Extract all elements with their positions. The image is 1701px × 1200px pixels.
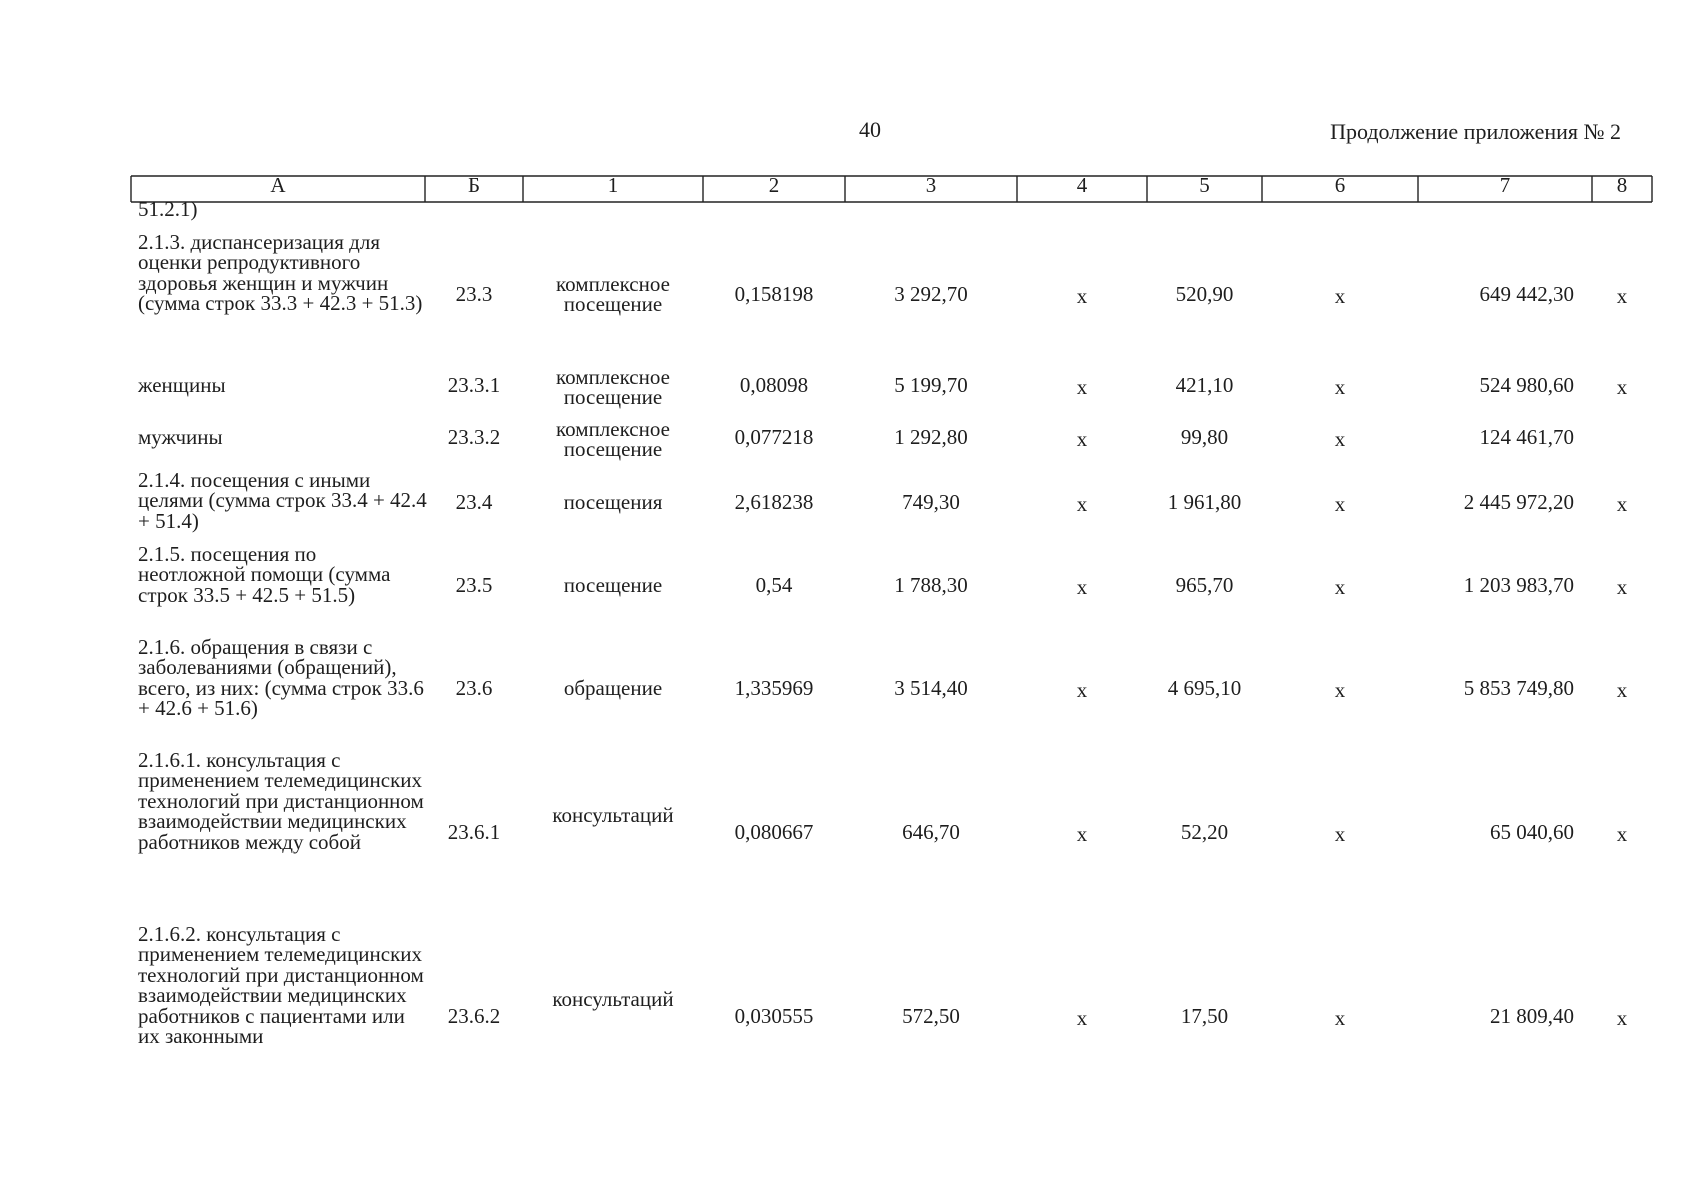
row-value-2: 0,080667 bbox=[734, 820, 814, 844]
row-value-5: 520,90 bbox=[1175, 282, 1234, 306]
row-value-2: 1,335969 bbox=[734, 676, 814, 700]
row-value-4: х bbox=[1076, 375, 1088, 399]
row-code: 23.6.2 bbox=[447, 1004, 501, 1028]
row-value-6: х bbox=[1334, 1006, 1346, 1030]
row-value-2: 0,030555 bbox=[734, 1004, 814, 1028]
row-value-7: 124 461,70 bbox=[1479, 425, 1574, 449]
row-value-7: 21 809,40 bbox=[1490, 1004, 1574, 1028]
row-value-3: 5 199,70 bbox=[894, 373, 968, 397]
row-value-7: 649 442,30 bbox=[1479, 282, 1574, 306]
row-value-3: 646,70 bbox=[902, 820, 960, 844]
row-code: 23.3 bbox=[455, 282, 493, 306]
row-value-6: х bbox=[1334, 375, 1346, 399]
row-value-6: х bbox=[1334, 492, 1346, 516]
row-value-2: 0,08098 bbox=[739, 373, 809, 397]
row-value-7: 2 445 972,20 bbox=[1463, 490, 1574, 514]
row-value-8: х bbox=[1616, 678, 1628, 702]
row-value-5: 17,50 bbox=[1180, 1004, 1229, 1028]
row-unit: посещение bbox=[563, 573, 663, 597]
row-value-2: 2,618238 bbox=[734, 490, 814, 514]
row-value-6: х bbox=[1334, 427, 1346, 451]
row-code: 23.6 bbox=[455, 676, 493, 700]
row-value-5: 421,10 bbox=[1175, 373, 1234, 397]
row-value-6: х bbox=[1334, 575, 1346, 599]
row-value-2: 0,158198 bbox=[734, 282, 814, 306]
header-cell-a: А bbox=[270, 173, 286, 197]
row-value-8: х bbox=[1616, 822, 1628, 846]
row-value-3: 3 514,40 bbox=[894, 676, 968, 700]
carryover-text: 51.2.1) bbox=[138, 197, 198, 221]
row-value-4: х bbox=[1076, 822, 1088, 846]
row-value-6: х bbox=[1334, 822, 1346, 846]
row-value-4: х bbox=[1076, 492, 1088, 516]
row-value-7: 65 040,60 bbox=[1490, 820, 1574, 844]
row-code: 23.3.1 bbox=[447, 373, 501, 397]
row-value-4: х bbox=[1076, 575, 1088, 599]
row-value-6: х bbox=[1334, 284, 1346, 308]
row-value-8: х bbox=[1616, 284, 1628, 308]
header-cell-5: 5 bbox=[1199, 173, 1210, 197]
row-label: 2.1.6.2. консультация с применением телемедицинских технологий при дистанционном взаимодействии медицинских работников с пациентами или их законными bbox=[138, 922, 424, 1049]
row-code: 23.4 bbox=[455, 490, 493, 514]
row-label: 2.1.3. диспансеризация для оценки репродуктивного здоровья женщин и мужчин (сумма строк 33.3 + 42.3 + 51.3) bbox=[138, 230, 423, 316]
row-value-7: 5 853 749,80 bbox=[1463, 676, 1574, 700]
header-cell-7: 7 bbox=[1499, 173, 1511, 197]
row-unit: обращение bbox=[563, 676, 663, 700]
row-value-6: х bbox=[1334, 678, 1346, 702]
row-value-7: 1 203 983,70 bbox=[1463, 573, 1574, 597]
row-value-8: х bbox=[1616, 575, 1628, 599]
row-value-3: 1 292,80 bbox=[894, 425, 968, 449]
row-value-7: 524 980,60 bbox=[1479, 373, 1574, 397]
appendix-continuation-caption: Продолжение приложения № 2 bbox=[1330, 119, 1621, 144]
header-cell-4: 4 bbox=[1076, 173, 1088, 197]
header-cell-8: 8 bbox=[1616, 173, 1628, 197]
row-value-8: х bbox=[1616, 492, 1628, 516]
row-value-3: 749,30 bbox=[902, 490, 960, 514]
row-label: мужчины bbox=[138, 425, 223, 449]
row-unit: консультаций bbox=[552, 987, 674, 1011]
row-value-5: 4 695,10 bbox=[1167, 676, 1242, 700]
row-value-5: 52,20 bbox=[1180, 820, 1229, 844]
row-value-4: х bbox=[1076, 678, 1088, 702]
row-code: 23.5 bbox=[455, 573, 493, 597]
row-label: 2.1.6.1. консультация с применением телемедицинских технологий при дистанционном взаимодействии медицинских работников между собой bbox=[138, 748, 424, 854]
row-value-2: 0,54 bbox=[755, 573, 793, 597]
row-unit: комплексное посещение bbox=[556, 417, 670, 461]
header-cell-2: 2 bbox=[768, 173, 780, 197]
row-value-4: х bbox=[1076, 427, 1088, 451]
header-cell-3: 3 bbox=[925, 173, 937, 197]
row-value-3: 572,50 bbox=[902, 1004, 960, 1028]
row-value-2: 0,077218 bbox=[734, 425, 814, 449]
row-unit: консультаций bbox=[552, 803, 674, 827]
row-value-8: х bbox=[1616, 375, 1628, 399]
row-unit: посещения bbox=[563, 490, 663, 514]
row-value-5: 1 961,80 bbox=[1167, 490, 1242, 514]
row-label: 2.1.4. посещения с иными целями (сумма строк 33.4 + 42.4 + 51.4) bbox=[138, 468, 427, 533]
row-code: 23.6.1 bbox=[447, 820, 501, 844]
row-value-4: х bbox=[1076, 284, 1088, 308]
header-cell-6: 6 bbox=[1334, 173, 1346, 197]
row-unit: комплексное посещение bbox=[556, 365, 670, 409]
row-value-5: 965,70 bbox=[1175, 573, 1234, 597]
row-value-8: х bbox=[1616, 1006, 1628, 1030]
header-cell-1: 1 bbox=[607, 173, 619, 197]
row-unit: комплексное посещение bbox=[556, 272, 670, 316]
row-code: 23.3.2 bbox=[447, 425, 501, 449]
header-cell-b: Б bbox=[467, 173, 481, 197]
row-label: 2.1.5. посещения по неотложной помощи (сумма строк 33.5 + 42.5 + 51.5) bbox=[138, 542, 391, 607]
row-value-3: 1 788,30 bbox=[894, 573, 968, 597]
row-value-4: х bbox=[1076, 1006, 1088, 1030]
row-value-5: 99,80 bbox=[1180, 425, 1229, 449]
row-label: женщины bbox=[138, 373, 226, 397]
row-value-3: 3 292,70 bbox=[894, 282, 968, 306]
row-label: 2.1.6. обращения в связи с заболеваниями (обращений), всего, из них: (сумма строк 33.6 + 42.6 + 51.6) bbox=[138, 635, 424, 721]
page-number: 40 bbox=[859, 117, 881, 142]
